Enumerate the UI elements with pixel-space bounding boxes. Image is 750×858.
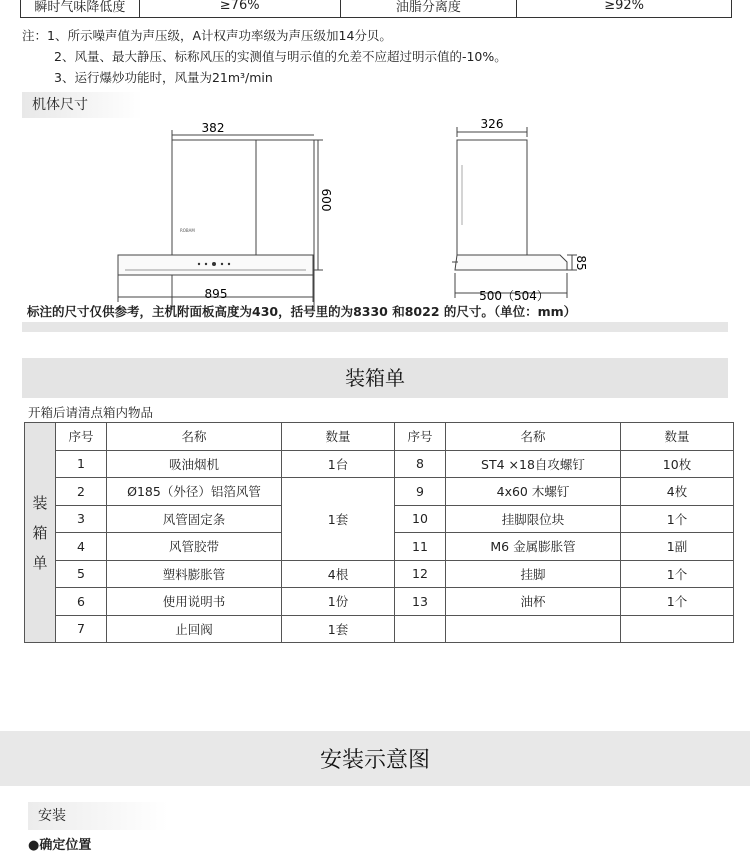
row-no: 2 [56,478,107,506]
row-qty: 1个 [621,560,734,588]
row-no: 12 [395,560,446,588]
row-qty: 1套 [282,615,395,643]
packing-list-title: 装箱单 [22,358,728,398]
install-item [28,834,91,853]
row-qty: 1台 [282,450,395,478]
side-char-1: 装 [32,493,48,512]
spec-table-row [20,0,732,18]
note-1: 注：1、所示噪声值为声压级，A计权声功率级为声压级加14分贝。 [22,28,392,43]
row-name: ST4 ×18自攻螺钉 [446,450,621,478]
row-name: 风管胶带 [107,533,282,561]
side-char-3: 单 [32,553,48,572]
row-name: 挂脚限位块 [446,505,621,533]
row-name: 塑料膨胀管 [107,560,282,588]
row-qty [621,615,734,643]
bullet-icon: ● [28,838,40,853]
row-qty: 10枚 [621,450,734,478]
spec-label-odor: 瞬时气味降低度 [21,0,140,17]
row-no [395,615,446,643]
header-no-right: 序号 [395,423,446,451]
dim-side-panel-height: 85 [574,255,588,271]
row-no: 7 [56,615,107,643]
front-chimney [172,140,314,310]
row-qty: 1个 [621,588,734,616]
table-row [25,478,734,506]
row-name: 使用说明书 [107,588,282,616]
side-chimney [457,140,527,255]
row-no: 10 [395,505,446,533]
row-qty: 1份 [282,588,395,616]
note-3: 3、运行爆炒功能时，风量为21m³/min [54,70,273,85]
table-row [25,450,734,478]
row-no: 3 [56,505,107,533]
front-brand-label: ROBAM [180,228,195,233]
header-qty-right: 数量 [621,423,734,451]
header-name-right: 名称 [446,423,621,451]
packing-side-label [25,423,56,643]
divider-bar [22,322,728,332]
note-2: 2、风量、最大静压、标称风压的实测值与明示值的允差不应超过明示值的-10%。 [54,49,507,64]
header-no-left: 序号 [56,423,107,451]
row-qty: 4根 [282,560,395,588]
row-no: 5 [56,560,107,588]
spec-value-odor: ≥76% [140,0,341,17]
row-no: 11 [395,533,446,561]
spec-label-grease: 油脂分离度 [341,0,518,17]
dimension-drawings [0,110,750,310]
row-no: 4 [56,533,107,561]
table-header-row [25,423,734,451]
packing-list-subtitle: 开箱后请清点箱内物品 [28,405,154,420]
row-qty: 1副 [621,533,734,561]
row-no: 6 [56,588,107,616]
notes [22,25,507,88]
row-no: 1 [56,450,107,478]
dim-side-top-width: 326 [480,117,504,131]
row-qty: 4枚 [621,478,734,506]
table-row [25,560,734,588]
dimensions-caption: 标注的尺寸仅供参考，主机附面板高度为430，括号里的为8330 和8022 的尺寸。（单位：mm） [27,304,577,319]
row-no: 9 [395,478,446,506]
row-name [446,615,621,643]
install-section-heading: 安装 [28,802,168,830]
dim-side-width: 500（504） [479,289,549,303]
install-title: 安装示意图 [0,731,750,786]
dim-front-height: 600 [319,188,333,212]
spec-value-grease: ≥92% [604,0,645,13]
table-row [25,588,734,616]
row-qty: 1个 [621,505,734,533]
row-name: 挂脚 [446,560,621,588]
side-char-2: 箱 [32,523,48,542]
header-name-left: 名称 [107,423,282,451]
dim-front-top-width: 382 [201,121,225,135]
row-no: 13 [395,588,446,616]
dimensions-heading: 机体尺寸 [22,92,142,118]
install-item-label: 确定位置 [39,838,92,853]
row-name: 止回阀 [107,615,282,643]
row-no: 8 [395,450,446,478]
packing-table [24,422,734,643]
row-name: M6 金属膨胀管 [446,533,621,561]
row-name: Ø185（外径）铝箔风管 [107,478,282,506]
row-name: 吸油烟机 [107,450,282,478]
dim-front-width: 895 [204,287,228,301]
header-qty-left: 数量 [282,423,395,451]
table-row [25,615,734,643]
row-name: 风管固定条 [107,505,282,533]
row-qty: 1套 [282,478,395,561]
row-name: 4x60 木螺钉 [446,478,621,506]
row-name: 油杯 [446,588,621,616]
